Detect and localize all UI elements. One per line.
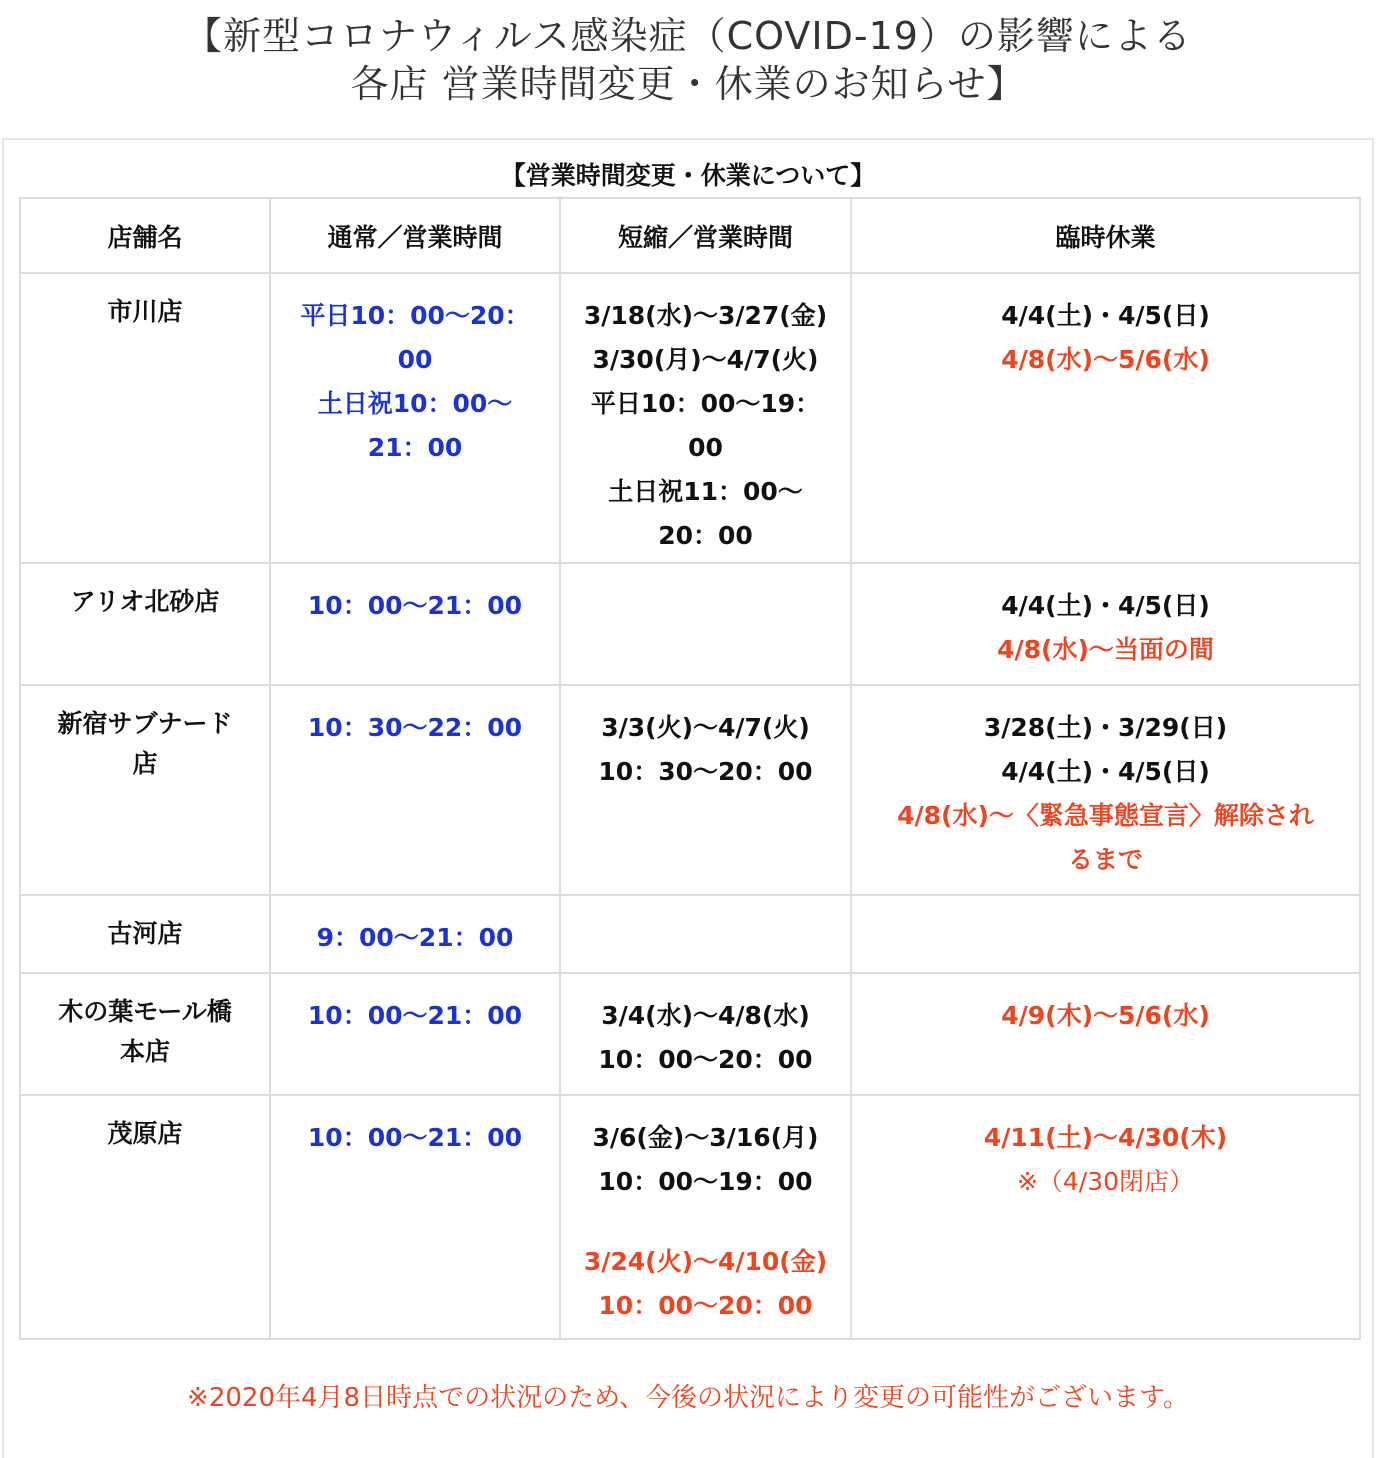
closure-line-red: 4/8(水)〜当面の間	[997, 635, 1214, 664]
short-hours-line: 3/18(水)〜3/27(金)	[583, 301, 828, 330]
short-hours-line: 3/30(月)〜4/7(火)	[592, 345, 819, 374]
short-hours-cell	[560, 563, 851, 685]
normal-hours-line: 00	[397, 345, 433, 374]
page-title-line-2: 各店 営業時間変更・休業のお知らせ】	[350, 62, 1026, 106]
normal-hours-cell	[270, 685, 560, 895]
normal-hours-cell	[270, 563, 560, 685]
closure-line-red: 4/8(水)〜5/6(水)	[1001, 345, 1210, 374]
store-name-cell	[20, 973, 270, 1095]
header-temporary-closure: 臨時休業	[851, 198, 1360, 273]
short-hours-line: 20：00	[658, 521, 753, 550]
table-caption: 【営業時間変更・休業について】	[500, 161, 876, 190]
store-name-cell	[20, 273, 270, 563]
closure-line-red: 4/11(土)〜4/30(木)	[983, 1123, 1228, 1152]
closure-line: 3/28(土)・3/29(日)	[983, 713, 1228, 742]
store-name: アリオ北砂店	[70, 587, 220, 616]
short-hours-line-red: 3/24(火)〜4/10(金)	[583, 1247, 828, 1276]
header-store-name: 店舗名	[20, 198, 270, 273]
short-hours-line: 00	[688, 433, 723, 462]
store-name: 新宿サブナード	[57, 709, 233, 738]
closure-cell	[851, 563, 1360, 685]
header-short-hours: 短縮／営業時間	[560, 198, 851, 273]
short-hours-line: 10：00〜19：00	[598, 1167, 813, 1196]
short-hours-line: 平日10：00〜19：	[590, 389, 821, 418]
closure-line-red: るまで	[1067, 845, 1143, 874]
short-hours-cell	[560, 973, 851, 1095]
store-name: 本店	[119, 1037, 170, 1066]
short-hours-line: 3/4(水)〜4/8(水)	[601, 1001, 810, 1030]
normal-hours-line: 9：00〜21：00	[316, 923, 514, 952]
closure-line: 4/4(土)・4/5(日)	[1001, 757, 1210, 786]
short-hours-cell	[560, 273, 851, 563]
normal-hours-line: 土日祝10：00〜	[317, 389, 513, 418]
page-title	[0, 12, 1376, 108]
store-name-cell	[20, 1095, 270, 1339]
closure-line-red: 4/9(木)〜5/6(水)	[1001, 1001, 1210, 1030]
short-hours-line: 土日祝11：00〜	[608, 477, 803, 506]
closure-note: ※（4/30閉店）	[1016, 1167, 1195, 1196]
closure-cell	[851, 685, 1360, 895]
table-row	[20, 1095, 1360, 1339]
short-hours-cell	[560, 685, 851, 895]
table-header-row	[20, 198, 1360, 273]
table-row	[20, 973, 1360, 1095]
short-hours-cell	[560, 895, 851, 973]
store-name: 木の葉モール橋	[58, 997, 232, 1026]
normal-hours-line: 10：00〜21：00	[307, 591, 523, 620]
closure-cell	[851, 895, 1360, 973]
short-hours-line: 3/6(金)〜3/16(月)	[592, 1123, 819, 1152]
normal-hours-cell	[270, 273, 560, 563]
store-name-cell	[20, 685, 270, 895]
closure-line: 4/4(土)・4/5(日)	[1001, 301, 1210, 330]
closure-line-red: 4/8(水)〜〈緊急事態宣言〉解除され	[897, 801, 1314, 830]
store-name: 店	[132, 749, 158, 778]
normal-hours-cell	[270, 1095, 560, 1339]
normal-hours-line: 10：00〜21：00	[307, 1001, 523, 1030]
table-row	[20, 273, 1360, 563]
short-hours-line: 3/3(火)〜4/7(火)	[601, 713, 810, 742]
short-hours-line: 10：00〜20：00	[598, 1045, 813, 1074]
page-title-line-1: 【新型コロナウィルス感染症（COVID-19）の影響による	[184, 14, 1192, 58]
store-name-cell	[20, 563, 270, 685]
store-name-cell	[20, 895, 270, 973]
table-row	[20, 895, 1360, 973]
footnote: ※2020年4月8日時点での状況のため、今後の状況により変更の可能性がございます。	[187, 1383, 1189, 1413]
short-hours-cell	[560, 1095, 851, 1339]
normal-hours-line: 21：00	[367, 433, 463, 462]
header-normal-hours: 通常／営業時間	[270, 198, 560, 273]
schedule-table	[19, 197, 1361, 1340]
short-hours-line-red: 10：00〜20：00	[598, 1291, 813, 1320]
store-name: 古河店	[107, 919, 183, 948]
short-hours-line: 10：30〜20：00	[598, 757, 813, 786]
normal-hours-line: 平日10：00〜20：	[300, 301, 530, 330]
table-row	[20, 685, 1360, 895]
closure-cell	[851, 1095, 1360, 1339]
normal-hours-cell	[270, 973, 560, 1095]
table-row	[20, 563, 1360, 685]
store-name: 茂原店	[107, 1119, 183, 1148]
closure-line: 4/4(土)・4/5(日)	[1001, 591, 1210, 620]
normal-hours-line: 10：30〜22：00	[307, 713, 523, 742]
closure-cell	[851, 973, 1360, 1095]
closure-cell	[851, 273, 1360, 563]
normal-hours-line: 10：00〜21：00	[307, 1123, 523, 1152]
store-name: 市川店	[107, 297, 183, 326]
normal-hours-cell	[270, 895, 560, 973]
